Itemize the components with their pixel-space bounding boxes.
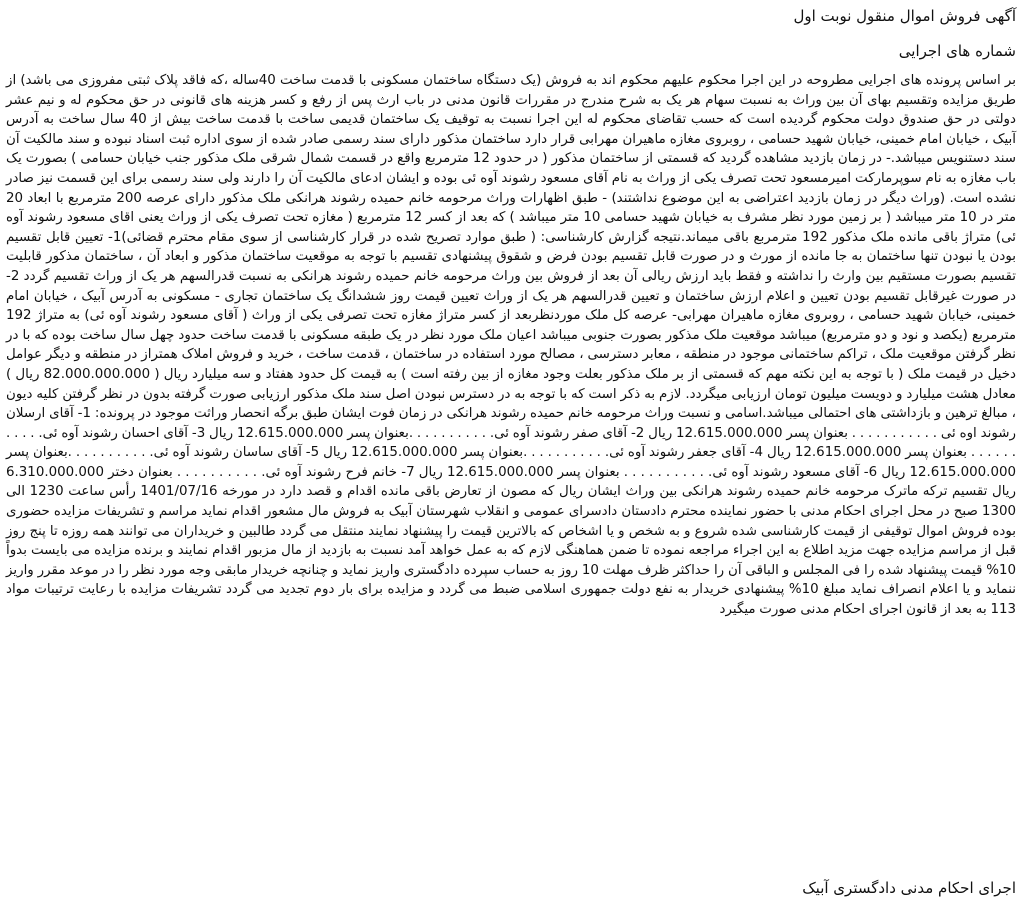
notice-footer: اجرای احکام مدنی دادگستری آبیک [802, 879, 1016, 897]
notice-title: آگهی فروش اموال منقول نوبت اول [793, 7, 1016, 25]
notice-body: بر اساس پرونده های اجرایی مطروحه در این اجرا محکوم علیهم محکوم اند به فروش (یک دستگاه ساختمان مسکونی با قدمت ساخت 40ساله ،که فاقد پلاک ثبتی مفروزی می باشد) از طریق مزایده وتقسیم بهای آن بین وراث به نسبت سهام هر یک به شرح مندرج در مقررات قانون مدنی در باب ارث پس از رفع و کسر هزینه های قانونی در حق محکوم له و نیم عشر دولتی در حق صندوق دولت محکوم گردیده است که حسب تقاضای محکوم له این اجرا نسبت به توقیف یک ساختمان قدیمی ساخت با قدمت ساخت بیش از 40 سال ساخت به آدرس آبیک ، خیابان امام خمینی، خیابان شهید حسامی ، روبروی مغازه ماهیران مهرابی قرار دارد ساختمان مذکور دارای سند رسمی صادر شده از سوی اداره ثبت اسناد نبوده و سند مالکیت آن سند دستنویس میباشد.- در زمان بازدید مشاهده گردید که قسمتی از ساختمان مذکور ( در حدود 12 مترمربع واقع در قسمت شمال شرقی ملک مذکور جنب خیابان حسامی ) بصورت یک باب مغازه به نام سوپرمارکت امیرمسعود تحت تصرف یکی از وراث به نام آقای مسعود رشوند آوه ئی بوده و ایشان ادعای مالکیت آن را دارند ولی سند رسمی برای این قسمت نیز صادر نشده است. (وراث دیگر در زمان بازدید اعتراضی به این موضوع نداشتند) - طبق اظهارات وراث مرحومه خانم حمیده رشوند هرانکی ملک مذکور دارای عرصه 200 مترمربع با ابعاد 20 متر در 10 متر میباشد ( بر زمین مورد نظر مشرف به خیابان شهید حسامی 10 متر میباشد ) که بعد از کسر 12 مترمربع ( مغازه تحت تصرف یکی از وراث یعنی اقای مسعود رشوند آوه ئی) متراژ باقی مانده ملک مذکور 192 مترمربع باقی میماند.نتیجه گزارش کارشناسی: ( طبق موارد تصریح شده در قرار کارشناسی از سوی مقام محترم قضائی)1- تعیین قابل تقسیم بودن یا نبودن تنها ساختمان به جا مانده از مورث و در صورت قابل تقسیم بودن فرض و شقوق پیشنهادی تقسیم با توجه به موقعیت ساختمان مذکور و ابعاد آن ، ساختمان مذکور قابلیت تقسیم بصورت مستقیم بین وارث را نداشته و فقط باید ارزش ریالی آن بعد از فروش بین وراث مرحومه خانم حمیده رشوند هرانکی به نسبت قدرالسهم هر یک از وراث تقسیم گردد 2- در صورت غیرقابل تقسیم بودن تعیین و اعلام ارزش ساختمان و تعیین قدرالسهم هر یک از وراث تعیین قیمت روز ششدانگ یک ساختمان تجاری - مسکونی به آدرس آبیک ، خیابان امام خمینی، خیابان شهید حسامی ، روبروی مغازه ماهیران مهرابی- عرصه کل ملک موردنظربعد از کسر متراژ مغازه تحت تصرفی یکی از وراث ( آقای مسعود رشوند آوه ئی) به متراژ 192 مترمربع (یکصد و نود و دو مترمربع) میباشد موقعیت ملک مذکور بصورت جنوبی میباشد اعیان ملک مورد نظر در یک طبقه مسکونی با قدمت ساخت حدود چهل سال ساخت بوده که با در نظر گرفتن موقعیت ملک ، تراکم ساختمانی موجود در منطقه ، معابر دسترسی ، مصالح مورد استفاده در ساختمان ، قدمت ساخت ، خرید و فروش املاک همتراز در منطقه و دیگر عوامل دخیل در قیمت ملک ( با توجه به این نکته مهم که قسمتی از بر ملک مذکور بعلت وجود مغازه از بین رفته است ) به قیمت کل حدود هفتاد و سه میلیارد ریال ( 82.000.000.000 ریال ) معادل هشت میلیارد و دویست میلیون تومان ارزیابی میگردد. لازم به ذکر است که با توجه به در دسترس نبودن اصل سند ملک مذکور ارزیابی صورت گرفته بدون در نظر گرفتن کلیه دیون ، مبالغ ترهین و بازداشتی های احتمالی میباشد.اسامی و نسبت وراث مرحومه خانم حمیده رشوند هرانکی در زمان فوت ایشان طبق برگه انحصار وراثت موجود در پرونده: 1- آقای ارسلان رشوند اوه ئی . . . . . . . . . . . بعنوان پسر 12.615.000.000 ریال 2- آقای صفر رشوند آوه ئی. . . . . . . . . . .بعنوان پسر 12.615.000.000 ریال 3- آقای احسان رشوند آوه ئی. . . . . . . . . . . بعنوان پسر 12.615.000.000 ریال 4- آقای جعفر رشوند آوه ئی. . . . . . . . . . .بعنوان پسر 12.615.000.000 ریال 5- آقای ساسان رشوند آوه ئی. . . . . . . . . . .بعنوان پسر 12.615.000.000 ریال 6- آقای مسعود رشوند آوه ئی. . . . . . . . . . . بعنوان پسر 12.615.000.000 ریال 7- خانم فرح رشوند آوه ئی. . . . . . . . . . . بعنوان دختر 6.310.000.000 ریال تقسیم ترکه ماترک مرحومه خانم حمیده رشوند هرانکی بین وراث ایشان ریال که مصون از تعارض باقی مانده اقدام و قصد دارد در مورخه 1401/07/16 رأس ساعت 1230 الی 1300 صبح در محل اجرای احکام مدنی با حضور نماینده محترم دادستان دادسرای عمومی و انقلاب شهرستان آبیک به فروش مال مشعور اقدام نماید مراسم و تشریفات مزایده حضوری بوده فروش اموال توقیفی از قیمت کارشناسی شده شروع و به شخص و یا اشخاص که بالاترین قیمت را پیشنهاد نمایند منتقل می گردد طالبین و خریداران می توانند همه روزه تا پنج روز قبل از مراسم مزایده جهت مزید اطلاع به این اجراء مراجعه نموده تا ضمن هماهنگی لازم که به عمل خواهد آمد نسبت به بازدید از مال مزبور اقدام نمایند و برنده مزایده می بایست بدواً 10% قیمت پیشنهاد شده را فی المجلس و الباقی آن را حداکثر ظرف مهلت 10 روز به حساب سپرده دادگستری واریز نماید و چنانچه خریدار مابقی وجه مورد نظر را در موعد مقرر واریز ننماید و یا اعلام انصراف نماید مبلغ 10% پیشنهادی خریدار به نفع دولت جمهوری اسلامی ضبط می گردد و مزایده برای بار دوم تجدید می گردد تشریفات مزایده با رعایت ترتیبات مواد 113 به بعد از قانون اجرای احکام مدنی صورت میگیرد [6, 73, 1017, 618]
notice-page [6, 0, 1016, 915]
notice-subtitle: شماره های اجرایی [898, 42, 1016, 60]
